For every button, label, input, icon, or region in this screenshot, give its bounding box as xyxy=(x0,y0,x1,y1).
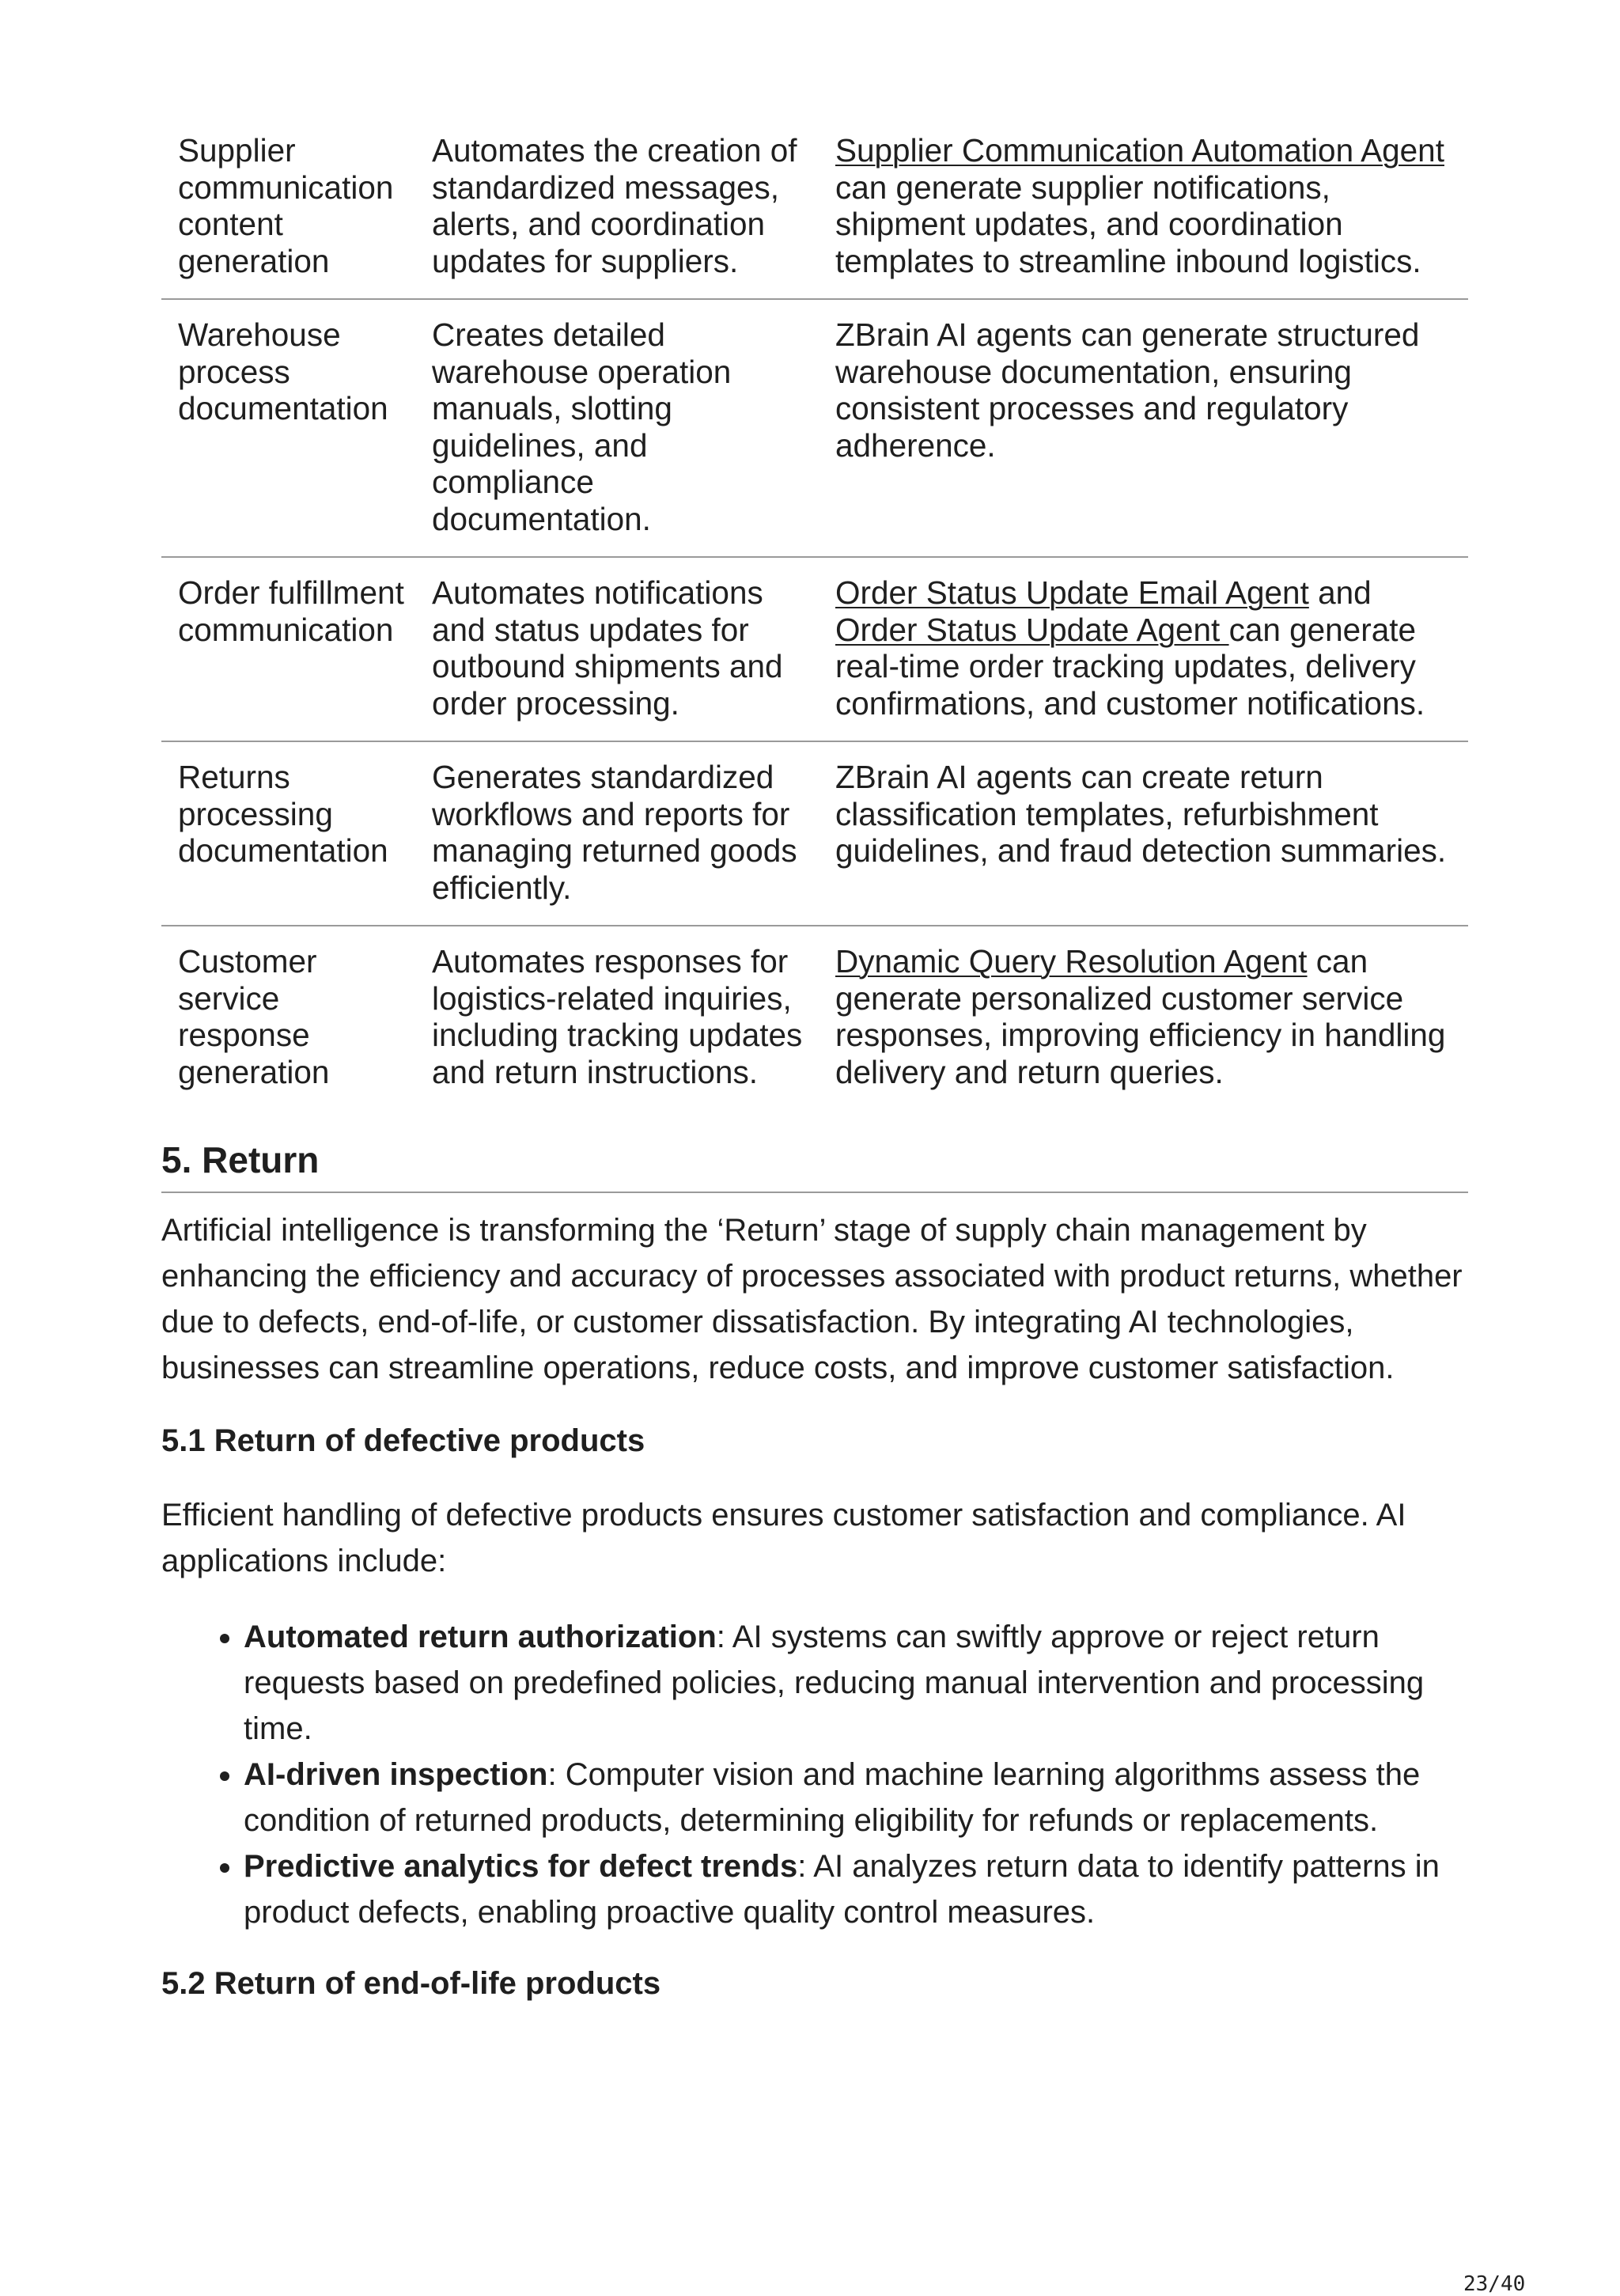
solution-cell xyxy=(819,557,1468,741)
bullet-text: : AI systems can swiftly approve or reject return requests based on predefined policies, reducing manual intervention and processing time. xyxy=(244,1620,1425,1746)
solution-cell xyxy=(819,299,1468,557)
subsection-title: 5.2 Return of end-of-life products xyxy=(161,1966,661,2001)
bullet-term: Predictive analytics for defect trends xyxy=(244,1849,798,1884)
supplier-communication-agent-link[interactable]: Supplier Communication Automation Agent xyxy=(835,132,1444,169)
solution-text: can generate real-time order tracking updates, delivery confirmations, and customer notifications. xyxy=(835,611,1425,722)
description-cell: Automates notifications and status updates for outbound shipments and order processing. xyxy=(415,557,819,741)
bullet-text: : AI analyzes return data to identify patterns in product defects, enabling proactive quality control measures. xyxy=(244,1849,1440,1930)
use-case-cell: Order fulfillment communication xyxy=(161,557,415,741)
list-item xyxy=(244,1614,1468,1752)
table-row xyxy=(161,926,1468,1098)
description-cell: Automates the creation of standardized messages, alerts, and coordination updates for suppliers. xyxy=(432,132,797,279)
document-page xyxy=(161,127,1468,2005)
description-cell: Automates responses for logistics-related inquiries, including tracking updates and return instructions. xyxy=(415,926,819,1098)
use-case-cell: Supplier communication content generation xyxy=(178,132,394,279)
subsection-intro: Efficient handling of defective products ensures customer satisfaction and compliance. AI applications include: xyxy=(161,1498,1406,1578)
bullet-text: : Computer vision and machine learning algorithms assess the condition of returned products, determining eligibility for refunds or replacements. xyxy=(244,1757,1421,1838)
solution-cell xyxy=(819,127,1468,299)
solution-conjunction: and xyxy=(1308,574,1372,611)
section-intro: Artificial intelligence is transforming the ‘Return’ stage of supply chain management by enhancing the efficiency and accuracy of processes associated with product returns, whether due to defects, end-of-life, or customer dissatisfaction. By integrating AI technologies, businesses can streamline operations, reduce costs, and improve customer satisfaction. xyxy=(161,1213,1463,1385)
dynamic-query-resolution-agent-link[interactable]: Dynamic Query Resolution Agent xyxy=(835,943,1308,979)
list-item xyxy=(244,1843,1468,1935)
table-row xyxy=(161,741,1468,926)
subsection-title: 5.1 Return of defective products xyxy=(161,1423,645,1458)
order-status-email-agent-link[interactable]: Order Status Update Email Agent xyxy=(835,574,1309,611)
section-title: 5. Return xyxy=(161,1138,1468,1193)
order-status-update-agent-link[interactable]: Order Status Update Agent xyxy=(835,611,1229,648)
solution-text: can generate personalized customer service responses, improving efficiency in handling delivery and return queries. xyxy=(835,943,1446,1090)
use-case-table xyxy=(161,127,1468,1098)
list-item xyxy=(244,1752,1468,1843)
solution-text: ZBrain AI agents can create return classification templates, refurbishment guidelines, and fraud detection summaries. xyxy=(835,759,1447,869)
bullet-list xyxy=(161,1614,1468,1935)
use-case-cell: Returns processing documentation xyxy=(161,741,415,926)
solution-text: ZBrain AI agents can generate structured warehouse documentation, ensuring consistent processes and regulatory adherence. xyxy=(835,316,1420,464)
table-row xyxy=(161,299,1468,557)
solution-cell xyxy=(819,741,1468,926)
description-cell: Generates standardized workflows and reports for managing returned goods efficiently. xyxy=(415,741,819,926)
use-case-cell: Customer service response generation xyxy=(161,926,415,1098)
description-cell: Creates detailed warehouse operation manuals, slotting guidelines, and compliance documentation. xyxy=(415,299,819,557)
bullet-term: Automated return authorization xyxy=(244,1620,717,1654)
solution-text: can generate supplier notifications, shipment updates, and coordination templates to streamline inbound logistics. xyxy=(835,169,1421,279)
page-number: 23/40 xyxy=(1463,2272,1526,2296)
table-row xyxy=(161,557,1468,741)
table-row xyxy=(161,127,1468,299)
bullet-term: AI-driven inspection xyxy=(244,1757,548,1792)
use-case-cell: Warehouse process documentation xyxy=(161,299,415,557)
solution-cell xyxy=(819,926,1468,1098)
